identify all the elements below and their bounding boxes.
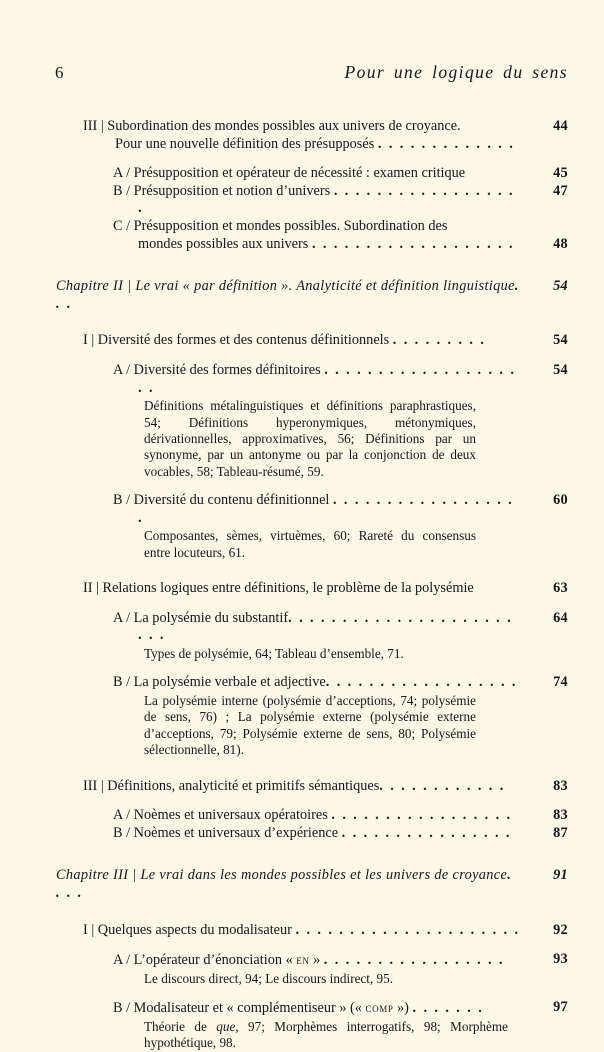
toc-entry-sec-a-polysemie-substantif[interactable]: [113, 610, 568, 645]
toc-page-number: 54: [553, 278, 568, 295]
toc-entry-sec-b-modalisateur[interactable]: [113, 999, 568, 1018]
spacer: [56, 598, 568, 610]
dot-leader: . . . . . . . . .: [392, 332, 486, 349]
toc-entry-label: B / Présupposition et notion d’univers . . . . . . . . . . . . . . . . . .: [113, 182, 515, 217]
toc-page-number: 97: [553, 999, 568, 1016]
toc-entry-sec-b-presupposition-univers[interactable]: [113, 183, 568, 218]
toc-page-number: 83: [553, 807, 568, 824]
toc-entry-sec-b-noemes-experience[interactable]: [113, 825, 568, 843]
spacer: [56, 480, 568, 492]
toc-entry-sec-i-diversite[interactable]: [83, 332, 568, 350]
toc-entry-label: III | Définitions, analyticité et primitifs sémantiques. . . . . . . . . . . .: [83, 777, 506, 794]
toc-entry-sec-a-diversite-formes[interactable]: [113, 362, 568, 397]
toc-entry-sec-a-presupposition-operateur[interactable]: [113, 165, 568, 183]
dot-leader: . . . . . . . . . . . . . . . .: [341, 824, 512, 841]
toc-entry-label: C / Présupposition et mondes possibles. Subordination des: [113, 217, 448, 234]
toc-page-number: 54: [553, 361, 568, 378]
dot-leader: . . . .: [56, 867, 513, 901]
note-text-pre: Théorie de: [144, 1018, 217, 1034]
toc-entry-chap-ii[interactable]: [56, 278, 568, 313]
toc-page-number: 64: [553, 609, 568, 626]
spacer: [56, 662, 568, 674]
toc-entry-sec-i-quelques-aspects[interactable]: [83, 922, 568, 940]
toc-page-number: 45: [553, 165, 568, 182]
toc-annotation-note-composantes: Composantes, sèmes, virtuèmes, 60; Rareté du consensus entre locuteurs, 61.: [144, 528, 476, 560]
toc-entry-label: I | Quelques aspects du modalisateur . . . . . . . . . . . . . . . . . . . . .: [83, 921, 520, 938]
toc-entry-sec-c-presupposition-mondes[interactable]: [113, 218, 568, 253]
toc-entry-sec-a-operateur-enonciation[interactable]: [113, 951, 568, 970]
toc-entry-sec-iii-subordination[interactable]: [83, 118, 568, 153]
spacer: [56, 350, 568, 362]
toc-page-number: 83: [553, 777, 568, 794]
toc-annotation-note-definitions: Définitions métalinguistiques et définitions paraphrastiques, 54; Définitions hyperonymiques, métonymiques, dérivationnelles, approximatives, 56; Définitions par un synonyme, par un antonyme ou par la conjonction de deux vocables, 58; Tableau-résumé, 59.: [144, 398, 476, 479]
note-italic-que: que: [216, 1018, 236, 1034]
toc-annotation-note-discours: Le discours direct, 94; Le discours indirect, 95.: [144, 970, 394, 986]
toc-entry-label: B / Diversité du contenu définitionnel . . . . . . . . . . . . . . . . . .: [113, 492, 514, 526]
dot-leader: . . . . . . . . . . . . . . . . .: [331, 807, 513, 824]
toc-entry-label: B / Noèmes et universaux d’expérience . . . . . . . . . . . . . . . .: [113, 824, 512, 841]
dot-leader: . . . . . . . . . . . . . . . . .: [323, 952, 505, 969]
toc-page-number: 93: [553, 951, 568, 968]
small-caps-comp: comp: [365, 1000, 394, 1016]
dot-leader: . . .: [56, 278, 521, 312]
dot-leader: . . . . . . . . . . . . . . . . . . . . . . . .: [138, 609, 513, 644]
toc-entry-label: A / Diversité des formes définitoires . . . . . . . . . . . . . . . . . . . .: [113, 361, 516, 396]
toc-entry-sec-iii-definitions[interactable]: [83, 778, 568, 796]
toc-entry-chap-iii[interactable]: [56, 867, 568, 902]
toc-entry-sec-a-noemes-operatoires[interactable]: [113, 807, 568, 825]
spacer: [56, 903, 568, 922]
toc-entry-label-cont: Pour une nouvelle définition des présupposés . . . . . . . . . . . . .: [115, 135, 515, 152]
note-text-post: , 97; Morphèmes interrogatifs, 98; Morphème hypothétique, 98.: [144, 1018, 508, 1051]
spacer: [56, 842, 568, 861]
toc-entry-label: A / L’opérateur d’énonciation « en » . . . . . . . . . . . . . . . . .: [113, 952, 505, 969]
toc-entry-label-cont: mondes possibles aux univers . . . . . . . . . . . . . . . . . . .: [138, 235, 515, 252]
dot-leader: . . . . . . .: [412, 1000, 484, 1017]
spacer: [56, 795, 568, 807]
toc-entry-label: B / Modalisateur et « complémentiseur » (« comp ») . . . . . . .: [113, 1000, 484, 1017]
toc-entry-label: I | Diversité des formes et des contenus définitionnels . . . . . . . . .: [83, 332, 486, 349]
toc-annotation-note-polysemie-interne: La polysémie interne (polysémie d’acceptions, 74; polysémie de sens, 76) ; La polysémie externe (polysémie externe d’acceptions, 79; Polysémie externe de sens, 80; Polysémie sélectionnelle, 81).: [144, 692, 476, 758]
spacer: [56, 253, 568, 272]
toc-entry-label: B / La polysémie verbale et adjective. . . . . . . . . . . . . . . . . .: [113, 674, 518, 691]
toc-entry-sec-ii-relations[interactable]: [83, 580, 568, 598]
toc-chapter-label: Chapitre II | Le vrai « par définition ». Analyticité et définition linguistique. . .: [56, 278, 521, 312]
dot-leader: . . . . . . . . . . . . . . . . . . .: [311, 235, 515, 252]
toc-page-number: 44: [553, 118, 568, 134]
dot-leader: . . . . . . . . . . . . . . . . . . . .: [138, 361, 516, 396]
running-head: [0, 62, 604, 88]
small-caps-en: en: [296, 952, 310, 968]
toc-chapter-label: Chapitre III | Le vrai dans les mondes possibles et les univers de croyance. . . .: [56, 867, 513, 901]
toc-entry-label: II | Relations logiques entre définitions, le problème de la polysémie: [83, 580, 474, 597]
dot-leader: . . . . . . . . . . . . . . . . . . . . .: [295, 921, 520, 938]
toc-annotation-note-theorie-que: [144, 1019, 508, 1052]
dot-leader: . . . . . . . . . . . . .: [377, 135, 515, 152]
toc-page-number: 47: [553, 182, 568, 199]
toc-entry-label: A / Présupposition et opérateur de nécessité : examen critique: [113, 165, 466, 182]
dot-leader: . . . . . . . . . . . . . . . . . .: [138, 492, 514, 526]
toc-annotation-note-types-polysemie: Types de polysémie, 64; Tableau d’ensemble, 71.: [144, 645, 404, 661]
toc-page-number: 92: [553, 921, 568, 938]
spacer: [56, 153, 568, 165]
toc-entry-sec-b-polysemie-verbale[interactable]: [113, 674, 568, 692]
toc-page-number: 63: [553, 580, 568, 597]
toc-entry-sec-b-diversite-contenu[interactable]: [113, 492, 568, 527]
toc-page-number: 91: [553, 867, 568, 884]
toc-page-number: 74: [553, 674, 568, 691]
toc-entry-label: A / La polysémie du substantif. . . . . . . . . . . . . . . . . . . . . . . .: [113, 609, 513, 644]
toc-page-number: 87: [553, 824, 568, 841]
spacer: [56, 561, 568, 580]
dot-leader: . . . . . . . . . . . . . . . . . .: [138, 182, 515, 217]
spacer: [56, 759, 568, 778]
toc-page-number: 60: [553, 492, 568, 509]
toc-entry-label: III | Subordination des mondes possibles aux univers de croyance.: [83, 118, 461, 134]
running-title: Pour une logique du sens: [344, 62, 568, 82]
spacer: [56, 987, 568, 999]
toc-entry-label: A / Noèmes et universaux opératoires . . . . . . . . . . . . . . . . .: [113, 807, 513, 824]
spacer: [56, 313, 568, 332]
toc-page-number: 48: [553, 235, 568, 252]
dot-leader: . . . . . . . . . . . .: [379, 777, 506, 794]
spacer: [56, 939, 568, 951]
dot-leader: . . . . . . . . . . . . . . . . . .: [325, 674, 518, 691]
toc-page-number: 54: [553, 332, 568, 349]
table-of-contents: [0, 118, 604, 1052]
page-folio-number: 6: [55, 63, 64, 82]
